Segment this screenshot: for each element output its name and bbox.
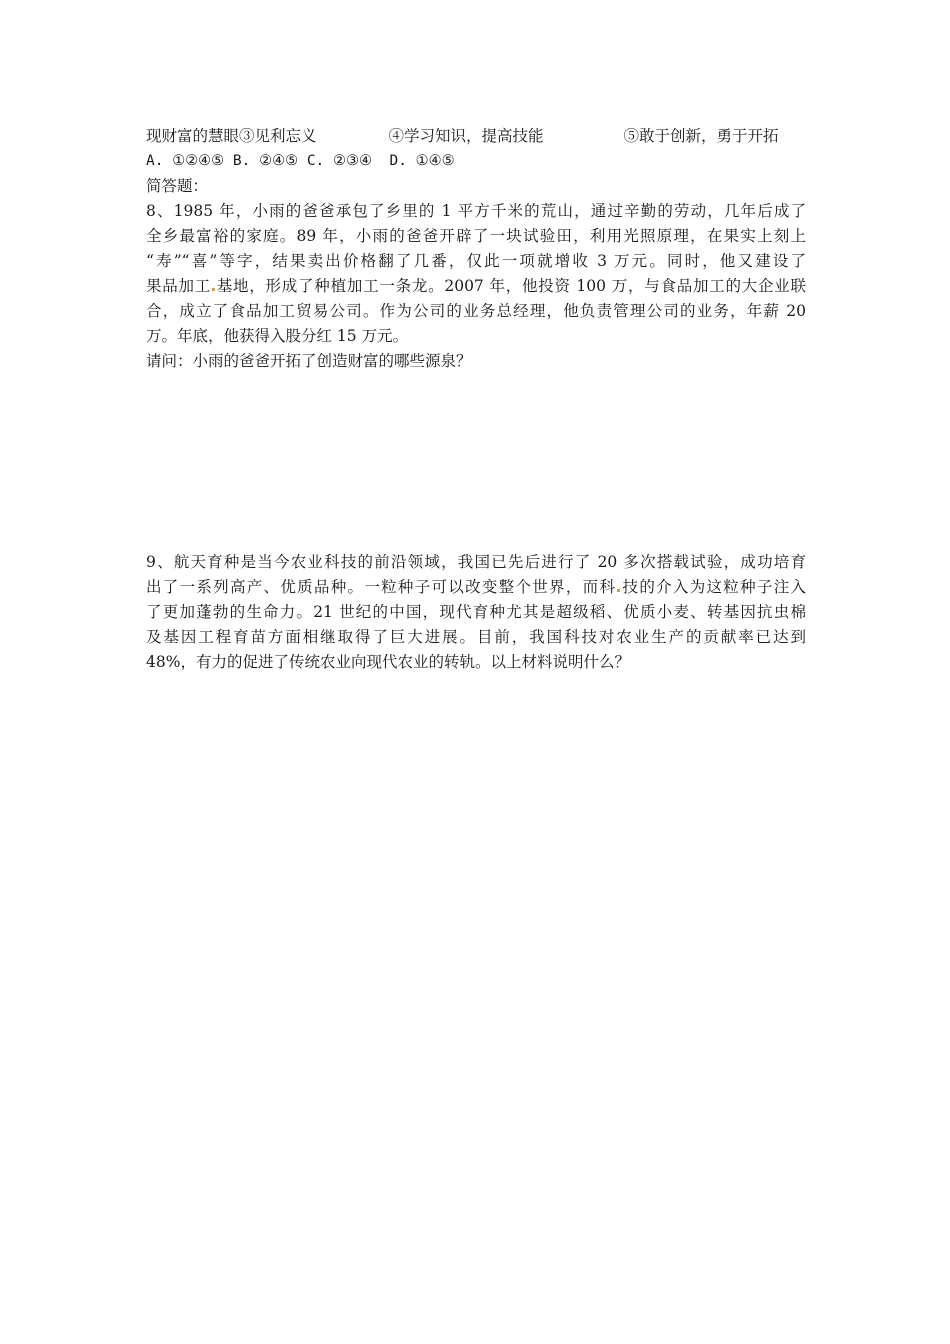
q8-line-4 (146, 274, 806, 299)
option-3: ③见利忘义 (239, 127, 317, 145)
option-4: ④学习知识，提高技能 (388, 127, 544, 145)
q8-line-6: 万。年底，他获得入股分红 15 万元。 (146, 327, 409, 345)
q9-line-2-part-a: 出了一系列高产、优质品种。一粒种子可以改变整个世界，而科 (146, 578, 617, 596)
q9-line-4: 及基因工程育苗方面相继取得了巨大进展。目前，我国科技对农业生产的贡献率已达到 (146, 628, 806, 646)
q8-line-3: “寿”“喜”等字，结果卖出价格翻了几番，仅此一项就增收 3 万元。同时，他又建设了 (146, 252, 806, 270)
question-9 (146, 550, 806, 675)
previous-question-options-line (146, 124, 806, 149)
spacer (544, 124, 624, 149)
option-5: ⑤敢于创新，勇于开拓 (623, 127, 779, 145)
q9-line-1: 9、航天育种是当今农业科技的前沿领域，我国已先后进行了 20 多次搭载试验，成功培育 (146, 553, 806, 571)
q9-line-3: 了更加蓬勃的生命力。21 世纪的中国，现代育种尤其是超级稻、优质小麦、转基因抗虫棉 (146, 603, 806, 621)
edit-mark-icon (212, 288, 215, 291)
section-heading-short-answer: 简答题： (146, 177, 209, 195)
q9-line-2 (146, 575, 806, 600)
q8-prompt: 请问：小雨的爸爸开拓了创造财富的哪些源泉？ (146, 352, 472, 370)
option-tail-text (146, 124, 317, 149)
spacer (317, 124, 389, 149)
q9-answer-space (146, 675, 806, 1335)
option-2-tail: 现财富的慧眼 (146, 127, 240, 145)
q8-line-4-part-a: 果品加工 (146, 277, 212, 295)
q8-line-5: 合，成立了食品加工贸易公司。作为公司的业务总经理，他负责管理公司的业务，年薪 20 (146, 302, 806, 320)
document-page (146, 124, 806, 1335)
q8-answer-space (146, 374, 806, 550)
edit-mark-icon (617, 589, 620, 592)
answer-choices: A. ①②④⑤ B. ②④⑤ C. ②③④ D. ①④⑤ (146, 153, 455, 169)
q8-line-1: 8、1985 年，小雨的爸爸承包了乡里的 1 平方千米的荒山，通过辛勤的劳动，几年后成了 (146, 202, 806, 220)
q9-line-5: 48%，有力的促进了传统农业向现代农业的转轨。以上材料说明什么？ (146, 653, 630, 671)
q9-line-2-part-b: 技的介入为这粒种子注入 (621, 578, 806, 596)
q8-line-2: 全乡最富裕的家庭。89 年，小雨的爸爸开辟了一块试验田，利用光照原理，在果实上刻上 (146, 227, 806, 245)
q8-line-4-part-b: 基地，形成了种植加工一条龙。2007 年，他投资 100 万，与食品加工的大企业联 (216, 277, 806, 295)
question-8 (146, 199, 806, 374)
